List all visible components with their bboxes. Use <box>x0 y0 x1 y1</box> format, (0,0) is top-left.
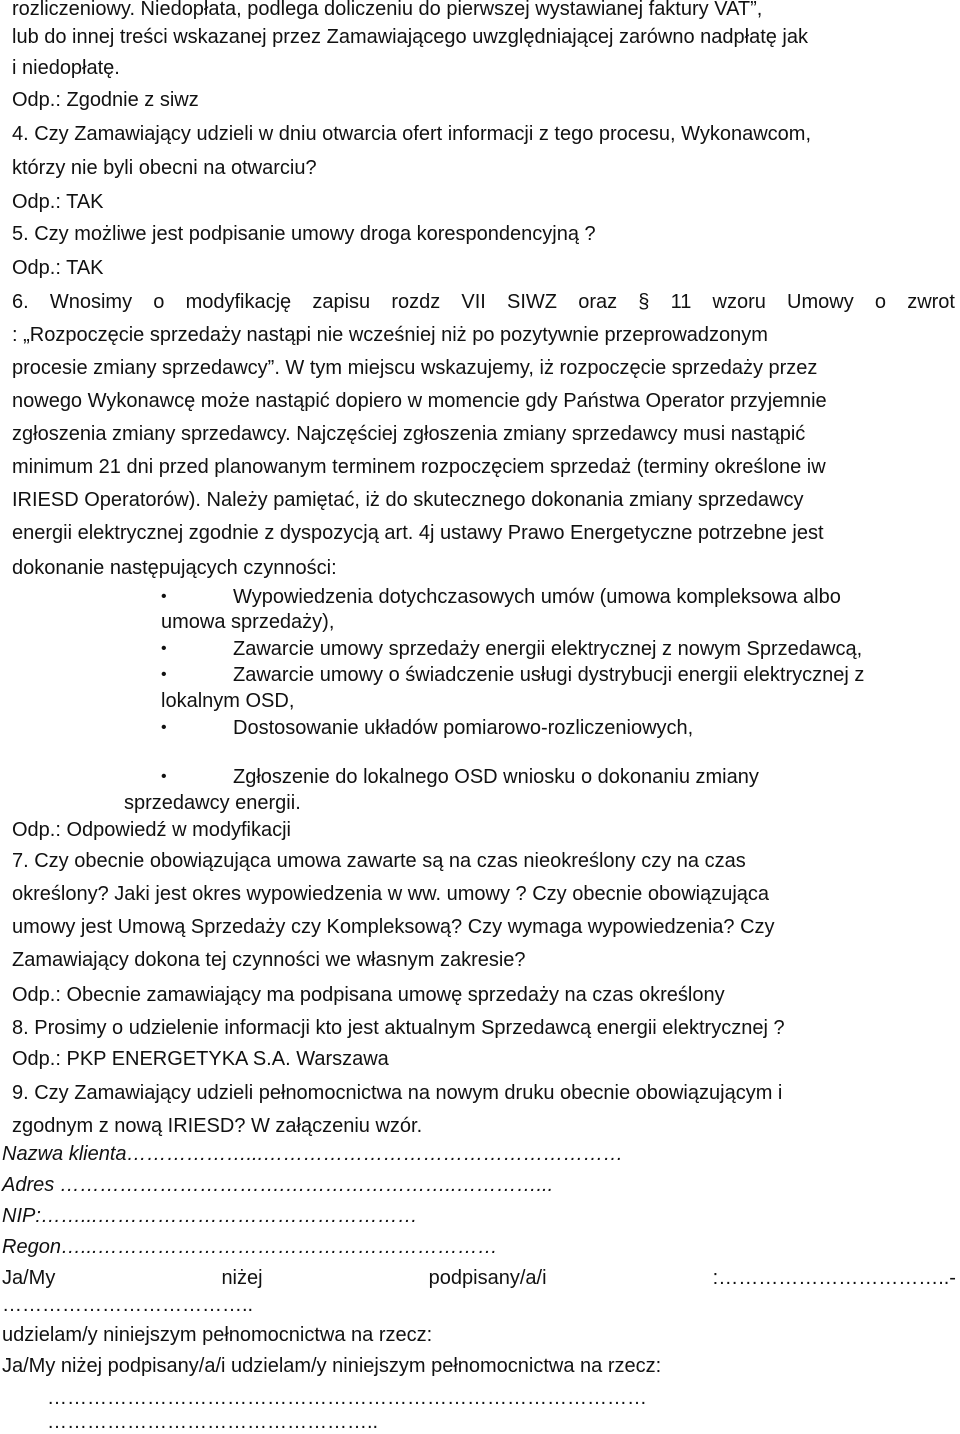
q6-line-7: IRIESD Operatorów). Należy pamiętać, iż do skutecznego dokonania zmiany sprzedawcy <box>12 489 804 511</box>
intro-line-1: rozliczeniowy. Niedopłata, podlega doliczeniu do pierwszej wystawianej faktury VAT”, <box>12 0 763 20</box>
form-dots-1: ……………………………….. <box>2 1294 254 1316</box>
form-regon: Regon…...…………………………………………………… <box>2 1236 498 1258</box>
q5-answer: Odp.: TAK <box>12 257 104 279</box>
q4-line-1: 4. Czy Zamawiający udzieli w dniu otwarcia ofert informacji z tego procesu, Wykonawcom, <box>12 123 812 145</box>
signed-word-1: Ja/My <box>2 1267 56 1289</box>
bullet-1-line-2: umowa sprzedaży), <box>161 611 335 633</box>
intro-line-3: i niedopłatę. <box>12 57 120 79</box>
signed-word-4: :……………………………..- <box>712 1267 956 1289</box>
intro-answer: Odp.: Zgodnie z siwz <box>12 89 199 111</box>
intro-line-2: lub do innej treści wskazanej przez Zamawiającego uwzględniającej zarówno nadpłatę jak <box>12 26 808 48</box>
q6-line-9: dokonanie następujących czynności: <box>12 557 337 579</box>
q6-line-3: procesie zmiany sprzedawcy”. W tym miejscu wskazujemy, iż rozpoczęcie sprzedaży przez <box>12 357 818 379</box>
q9-line-2: zgodnym z nową IRIESD? W załączeniu wzór. <box>12 1115 423 1137</box>
q6-line-2: : „Rozpoczęcie sprzedaży nastąpi nie wcześniej niż po pozytywnie przeprowadzonym <box>12 324 768 346</box>
q6-line-5: zgłoszenia zmiany sprzedawcy. Najczęściej zgłoszenia zmiany sprzedawcy musi nastąpić <box>12 423 806 445</box>
q4-line-2: którzy nie byli obecni na otwarciu? <box>12 157 317 179</box>
q6-line-1 <box>12 290 955 314</box>
form-signed-line <box>2 1266 956 1290</box>
signed-word-3: podpisany/a/i <box>428 1267 547 1289</box>
form-nip: NIP:……...………………………………………… <box>2 1205 418 1227</box>
signed-word-2: niżej <box>221 1267 263 1289</box>
bullet-5-line-2: sprzedawcy energii. <box>124 792 301 814</box>
bullet-2-line-1: Zawarcie umowy sprzedaży energii elektrycznej z nowym Sprzedawcą, <box>233 638 863 660</box>
word: SIWZ <box>507 291 558 313</box>
word: VII <box>461 291 486 313</box>
q7-line-4: Zamawiający dokona tej czynności we własnym zakresie? <box>12 949 526 971</box>
bullet-5-line-1: Zgłoszenie do lokalnego OSD wniosku o dokonaniu zmiany <box>233 766 759 788</box>
q5-line-1: 5. Czy możliwe jest podpisanie umowy droga korespondencyjną ? <box>12 223 596 245</box>
q8-line-1: 8. Prosimy o udzielenie informacji kto jest aktualnym Sprzedawcą energii elektrycznej ? <box>12 1017 785 1039</box>
q7-line-3: umowy jest Umową Sprzedaży czy Kompleksową? Czy wymaga wypowiedzenia? Czy <box>12 916 775 938</box>
form-grant-2: Ja/My niżej podpisany/a/i udzielam/y niniejszym pełnomocnictwa na rzecz: <box>2 1355 662 1377</box>
word: modyfikację <box>185 291 292 313</box>
word: zapisu <box>312 291 371 313</box>
form-dots-3: ………………………………………….. <box>47 1411 379 1433</box>
form-dots-2: ……………………………………………………………………………… <box>47 1387 647 1409</box>
word: wzoru <box>712 291 766 313</box>
q6-line-6: minimum 21 dni przed planowanym terminem rozpoczęciem sprzedaż (terminy określone iw <box>12 456 826 478</box>
word: Wnosimy <box>49 291 133 313</box>
q6-line-4: nowego Wykonawcę może nastąpić dopiero w momencie gdy Państwa Operator przyjemnie <box>12 390 827 412</box>
bullet-3-line-2: lokalnym OSD, <box>161 690 295 712</box>
q7-line-1: 7. Czy obecnie obowiązująca umowa zawarte są na czas nieokreślony czy na czas <box>12 850 746 872</box>
word: rozdz <box>391 291 441 313</box>
word: oraz <box>578 291 618 313</box>
bullet-dot: • <box>161 588 167 605</box>
bullet-dot: • <box>161 640 167 657</box>
word: o <box>874 291 887 313</box>
word: zwrot <box>907 291 955 313</box>
word: § <box>638 291 650 313</box>
bullet-1-line-1: Wypowiedzenia dotychczasowych umów (umowa kompleksowa albo <box>233 586 841 608</box>
q9-line-1: 9. Czy Zamawiający udzieli pełnomocnictwa na nowym druku obecnie obowiązującym i <box>12 1082 783 1104</box>
q4-answer: Odp.: TAK <box>12 191 104 213</box>
form-client-name: Nazwa klienta………………...……………………………………………… <box>2 1143 624 1165</box>
q6-answer: Odp.: Odpowiedź w modyfikacji <box>12 819 292 841</box>
bullet-3-line-1: Zawarcie umowy o świadczenie usługi dystrybucji energii elektrycznej z <box>233 664 865 686</box>
q8-answer: Odp.: PKP ENERGETYKA S.A. Warszawa <box>12 1048 389 1070</box>
q7-line-2: określony? Jaki jest okres wypowiedzenia w ww. umowy ? Czy obecnie obowiązująca <box>12 883 770 905</box>
word: Umowy <box>787 291 854 313</box>
word: 11 <box>670 291 692 313</box>
bullet-dot: • <box>161 768 167 785</box>
bullet-dot: • <box>161 719 167 736</box>
form-address: Adres …………………………….……………………..…………... <box>2 1174 554 1196</box>
q6-line-8: energii elektrycznej zgodnie z dyspozycją art. 4j ustawy Prawo Energetyczne potrzebne jest <box>12 522 824 544</box>
form-grant-1: udzielam/y niniejszym pełnomocnictwa na rzecz: <box>2 1324 433 1346</box>
bullet-dot: • <box>161 666 167 683</box>
bullet-4-line-1: Dostosowanie układów pomiarowo-rozliczeniowych, <box>233 717 694 739</box>
word: 6. <box>12 291 29 313</box>
word: o <box>153 291 165 313</box>
q7-answer: Odp.: Obecnie zamawiający ma podpisana umowę sprzedaży na czas określony <box>12 984 725 1006</box>
